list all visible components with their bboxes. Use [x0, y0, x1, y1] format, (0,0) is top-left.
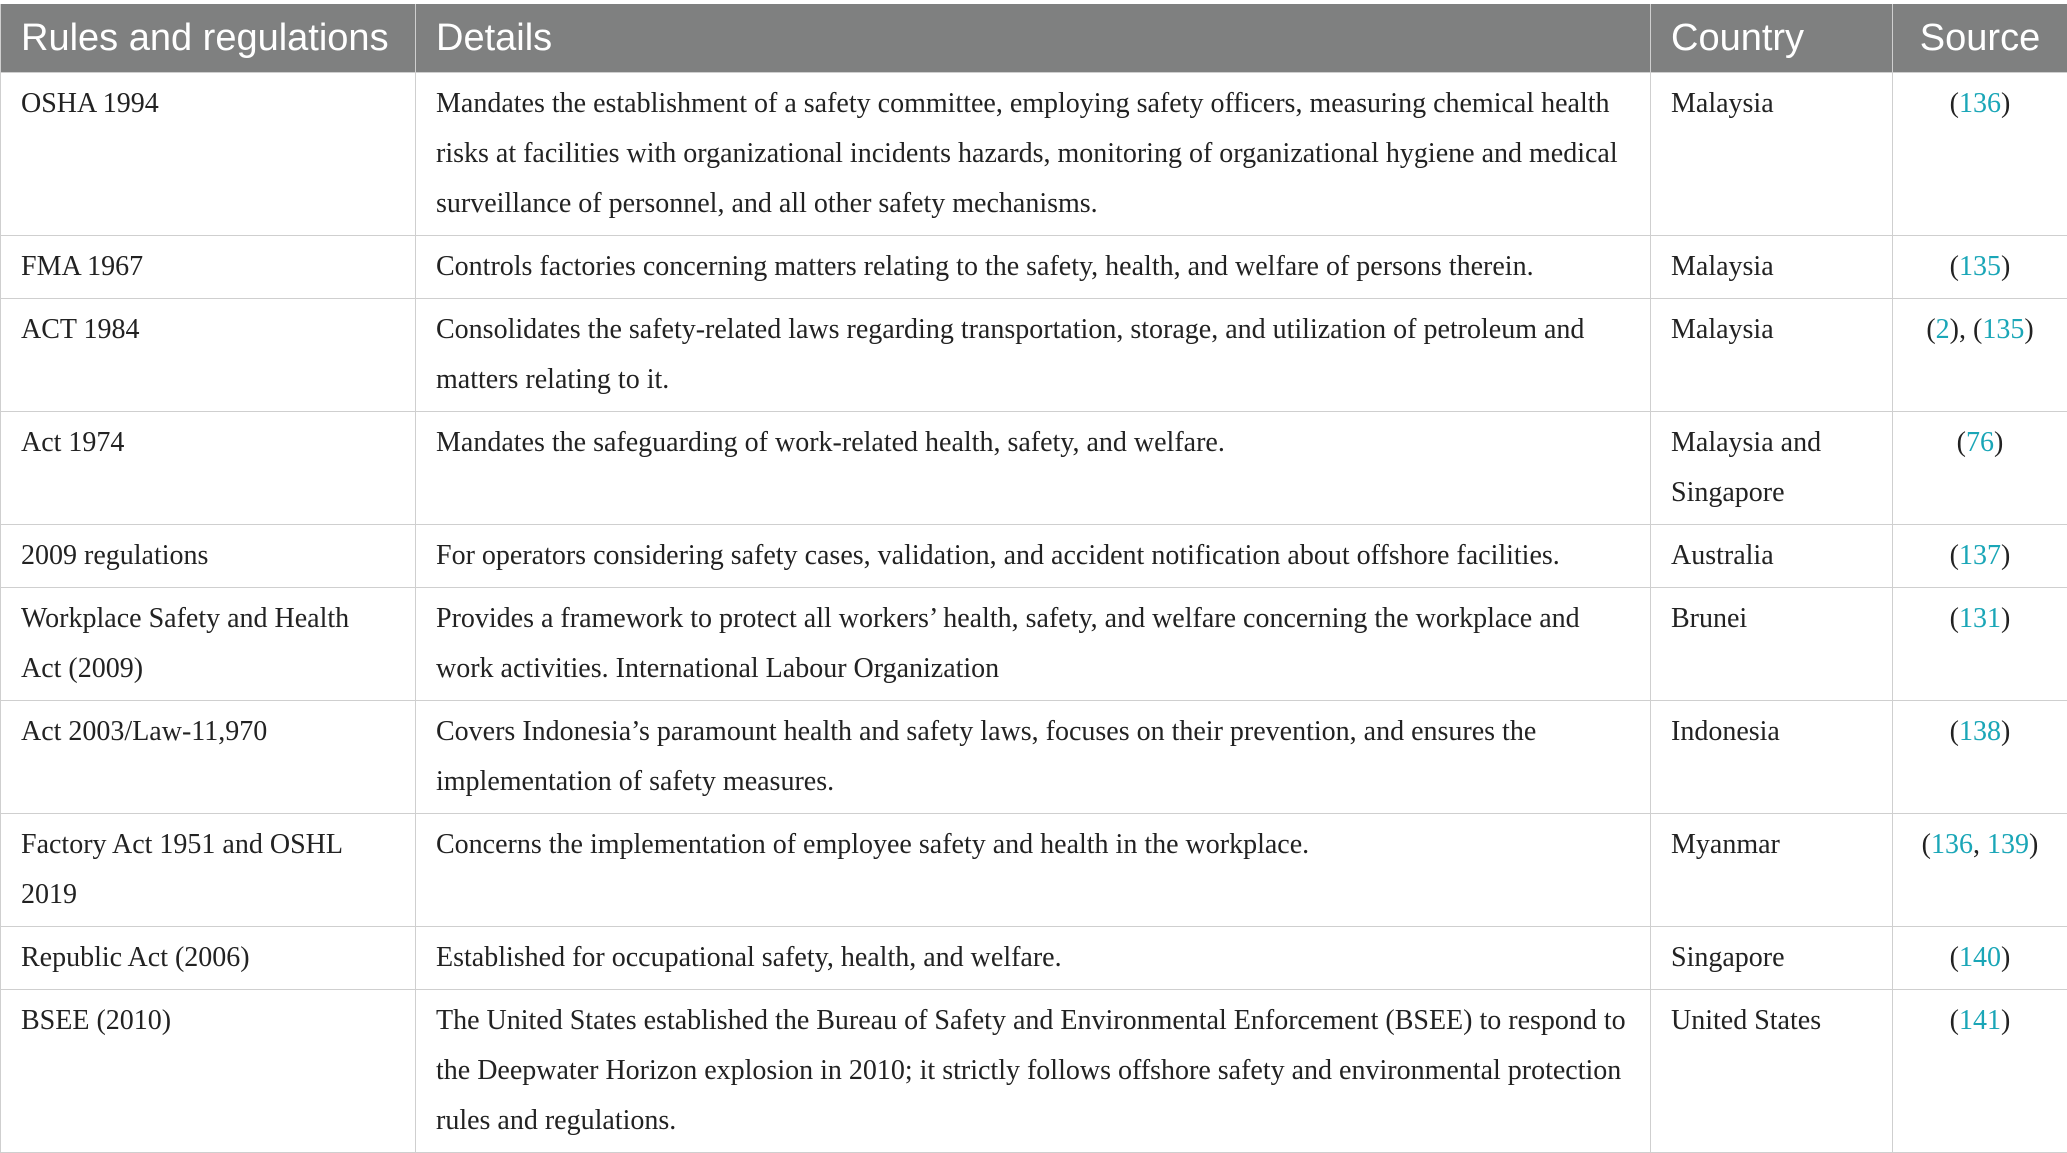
table-row — [1, 814, 2067, 927]
source-cell — [1893, 73, 2067, 236]
rule-cell: BSEE (2010) — [1, 990, 416, 1153]
details-cell: Mandates the establishment of a safety committee, employing safety officers, measuring chemical health risks at facilities with organizational incidents hazards, monitoring of organizational hygiene and medical surveillance of personnel, and all other safety mechanisms. — [416, 73, 1651, 236]
rule-cell: Workplace Safety and Health Act (2009) — [1, 588, 416, 701]
citation-link[interactable]: 136 — [1931, 829, 1973, 860]
table-row — [1, 299, 2067, 412]
country-cell: Brunei — [1651, 588, 1893, 701]
country-cell: United States — [1651, 990, 1893, 1153]
source-paren-open: ( — [1922, 829, 1931, 860]
country-cell: Myanmar — [1651, 814, 1893, 927]
citation-link[interactable]: 139 — [1987, 829, 2029, 860]
rule-cell: FMA 1967 — [1, 236, 416, 299]
details-cell: For operators considering safety cases, validation, and accident notification about offshore facilities. — [416, 525, 1651, 588]
source-paren-open: ( — [1950, 603, 1959, 634]
details-cell: Controls factories concerning matters relating to the safety, health, and welfare of persons therein. — [416, 236, 1651, 299]
country-cell: Malaysia — [1651, 236, 1893, 299]
source-paren-open: ( — [1950, 540, 1959, 571]
source-paren-open: ( — [1950, 716, 1959, 747]
details-cell: The United States established the Bureau of Safety and Environmental Enforcement (BSEE) to respond to the Deepwater Horizon explosion in 2010; it strictly follows offshore safety and environmental protection rules and regulations. — [416, 990, 1651, 1153]
rule-cell: ACT 1984 — [1, 299, 416, 412]
source-paren-open: ( — [1950, 251, 1959, 282]
source-separator: , — [1973, 829, 1987, 860]
citation-link[interactable]: 2 — [1936, 314, 1950, 345]
country-cell: Malaysia and Singapore — [1651, 412, 1893, 525]
rule-cell: Factory Act 1951 and OSHL 2019 — [1, 814, 416, 927]
table-row — [1, 927, 2067, 990]
country-cell: Indonesia — [1651, 701, 1893, 814]
table-row — [1, 588, 2067, 701]
table-body — [1, 73, 2067, 1153]
citation-link[interactable]: 137 — [1959, 540, 2001, 571]
citation-link[interactable]: 140 — [1959, 942, 2001, 973]
source-separator: ), ( — [1950, 314, 1983, 345]
source-paren-close: ) — [2001, 540, 2010, 571]
citation-link[interactable]: 135 — [1959, 251, 2001, 282]
source-cell — [1893, 236, 2067, 299]
source-paren-open: ( — [1950, 942, 1959, 973]
citation-link[interactable]: 131 — [1959, 603, 2001, 634]
table-row — [1, 525, 2067, 588]
source-paren-close: ) — [1994, 427, 2003, 458]
citation-link[interactable]: 136 — [1959, 88, 2001, 119]
details-cell: Concerns the implementation of employee safety and health in the workplace. — [416, 814, 1651, 927]
source-cell — [1893, 299, 2067, 412]
source-cell — [1893, 412, 2067, 525]
source-paren-open: ( — [1950, 1005, 1959, 1036]
source-paren-close: ) — [2001, 603, 2010, 634]
header-details: Details — [416, 4, 1651, 73]
regulations-table — [0, 4, 2067, 1153]
table-row — [1, 701, 2067, 814]
rule-cell: Act 1974 — [1, 412, 416, 525]
citation-link[interactable]: 141 — [1959, 1005, 2001, 1036]
source-cell — [1893, 927, 2067, 990]
citation-link[interactable]: 135 — [1982, 314, 2024, 345]
header-source: Source — [1893, 4, 2067, 73]
source-cell — [1893, 814, 2067, 927]
table-row — [1, 236, 2067, 299]
country-cell: Malaysia — [1651, 299, 1893, 412]
source-paren-close: ) — [2001, 942, 2010, 973]
rule-cell: Republic Act (2006) — [1, 927, 416, 990]
table-row — [1, 990, 2067, 1153]
table-row — [1, 412, 2067, 525]
details-cell: Consolidates the safety-related laws regarding transportation, storage, and utilization of petroleum and matters relating to it. — [416, 299, 1651, 412]
rule-cell: OSHA 1994 — [1, 73, 416, 236]
source-paren-close: ) — [2029, 829, 2038, 860]
details-cell: Covers Indonesia’s paramount health and safety laws, focuses on their prevention, and ensures the implementation of safety measures. — [416, 701, 1651, 814]
header-rules: Rules and regulations — [1, 4, 416, 73]
source-cell — [1893, 588, 2067, 701]
source-paren-open: ( — [1950, 88, 1959, 119]
country-cell: Singapore — [1651, 927, 1893, 990]
header-country: Country — [1651, 4, 1893, 73]
country-cell: Malaysia — [1651, 73, 1893, 236]
source-paren-open: ( — [1957, 427, 1966, 458]
rule-cell: 2009 regulations — [1, 525, 416, 588]
header-row — [1, 4, 2067, 73]
source-paren-close: ) — [2024, 314, 2033, 345]
details-cell: Mandates the safeguarding of work-related health, safety, and welfare. — [416, 412, 1651, 525]
details-cell: Established for occupational safety, health, and welfare. — [416, 927, 1651, 990]
table-row — [1, 73, 2067, 236]
source-cell — [1893, 990, 2067, 1153]
rule-cell: Act 2003/Law-11,970 — [1, 701, 416, 814]
citation-link[interactable]: 76 — [1966, 427, 1994, 458]
country-cell: Australia — [1651, 525, 1893, 588]
source-cell — [1893, 701, 2067, 814]
source-paren-close: ) — [2001, 88, 2010, 119]
source-paren-close: ) — [2001, 1005, 2010, 1036]
source-paren-close: ) — [2001, 251, 2010, 282]
source-paren-close: ) — [2001, 716, 2010, 747]
source-cell — [1893, 525, 2067, 588]
details-cell: Provides a framework to protect all workers’ health, safety, and welfare concerning the workplace and work activities. International Labour Organization — [416, 588, 1651, 701]
citation-link[interactable]: 138 — [1959, 716, 2001, 747]
source-paren-open: ( — [1926, 314, 1935, 345]
